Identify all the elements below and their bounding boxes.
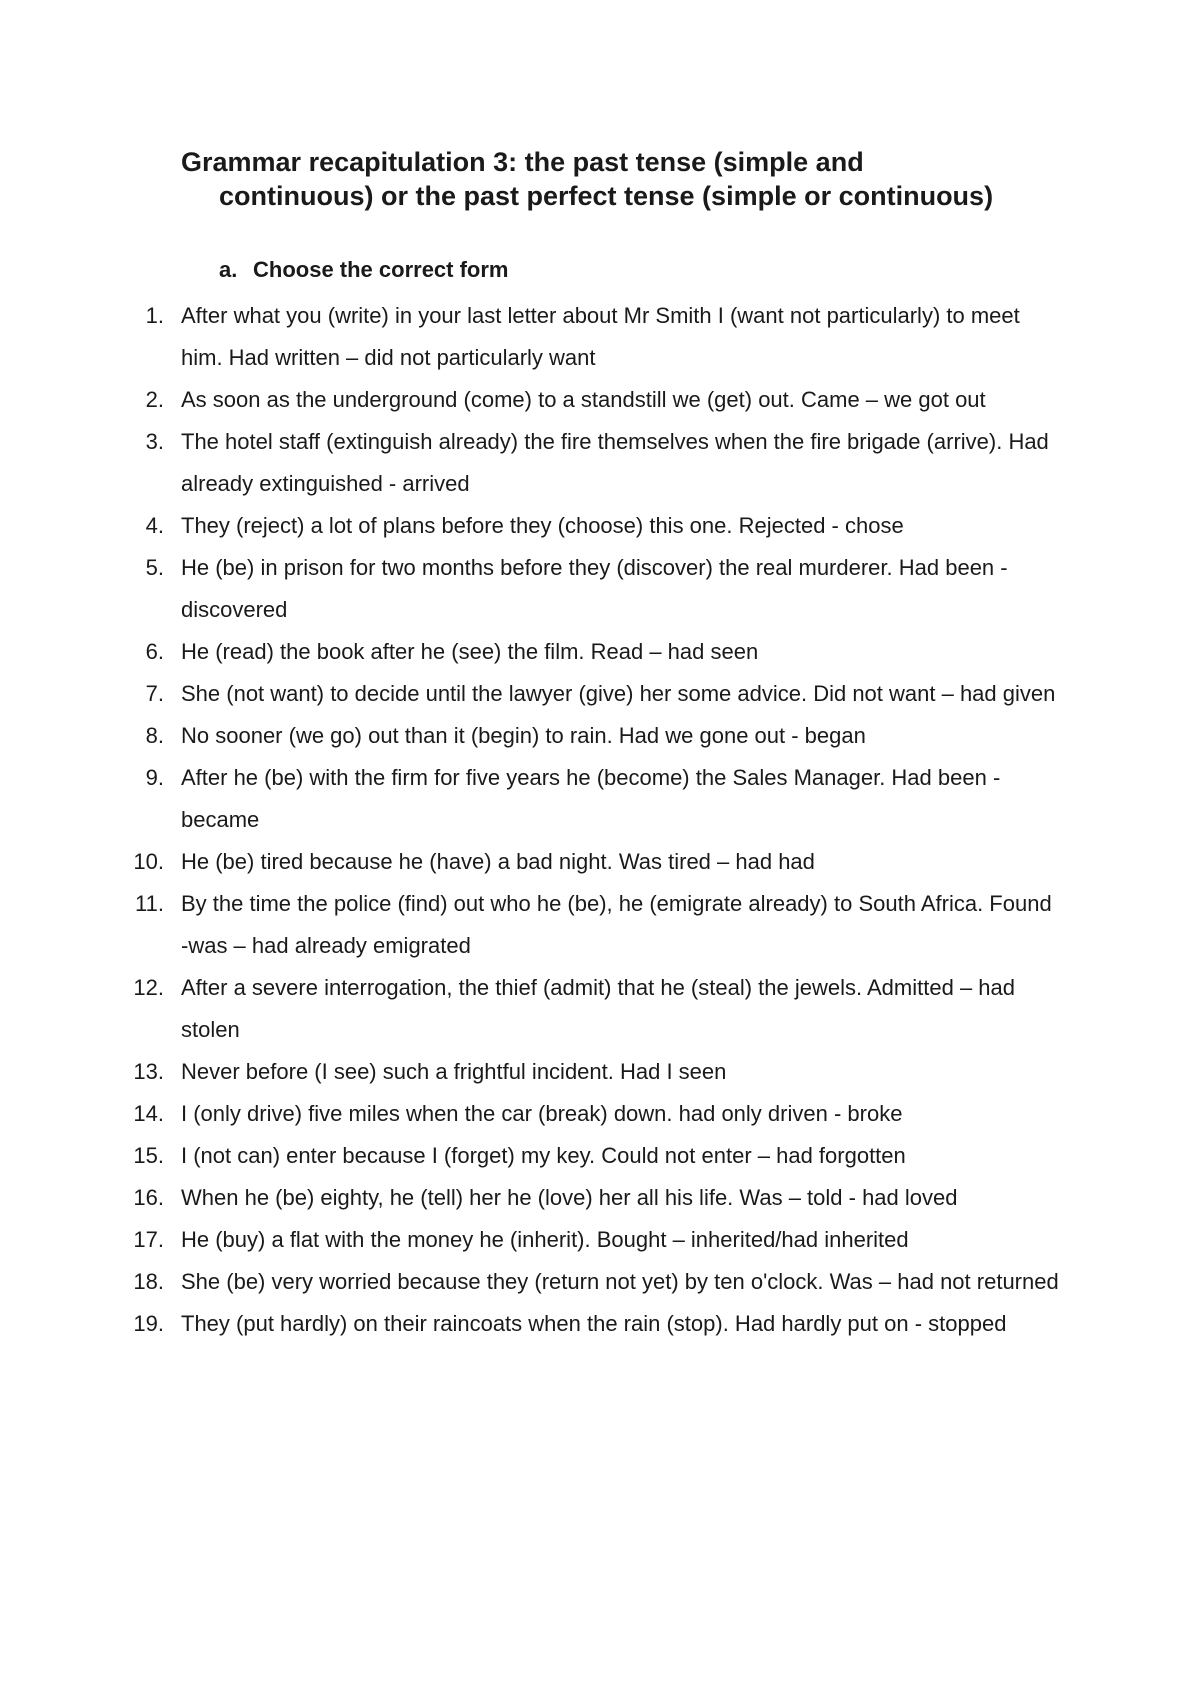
- item-text: He (buy) a flat with the money he (inherit). Bought – inherited/had inherited: [181, 1227, 909, 1252]
- item-text: He (be) tired because he (have) a bad night. Was tired – had had: [181, 849, 815, 874]
- item-text: After what you (write) in your last letter about Mr Smith I (want not particularly) to meet him. Had written – did not particularly want: [181, 303, 1020, 370]
- item-number: 1.: [145, 303, 164, 328]
- list-item: [0, 1093, 1061, 1135]
- list-item: [0, 421, 1061, 505]
- list-item: [0, 1177, 1061, 1219]
- item-number: 5.: [145, 555, 164, 580]
- item-text: She (be) very worried because they (return not yet) by ten o'clock. Was – had not returned: [181, 1269, 1059, 1294]
- item-text: The hotel staff (extinguish already) the fire themselves when the fire brigade (arrive). Had already extinguished - arrived: [181, 429, 1049, 496]
- item-number: 3.: [145, 429, 164, 454]
- item-number: 11.: [135, 891, 164, 916]
- item-number: 4.: [145, 513, 164, 538]
- list-item: [0, 547, 1061, 631]
- item-text: I (not can) enter because I (forget) my key. Could not enter – had forgotten: [181, 1143, 906, 1168]
- list-item: [0, 379, 1061, 421]
- item-number: 2.: [145, 387, 164, 412]
- list-item: [0, 505, 1061, 547]
- item-text: I (only drive) five miles when the car (break) down. had only driven - broke: [181, 1101, 903, 1126]
- section-marker: a.: [219, 257, 238, 282]
- list-item: [0, 1051, 1061, 1093]
- list-item: [0, 631, 1061, 673]
- list-item: [0, 1135, 1061, 1177]
- item-number: 10.: [133, 849, 164, 874]
- item-text: Never before (I see) such a frightful incident. Had I seen: [181, 1059, 727, 1084]
- item-number: 16.: [133, 1185, 164, 1210]
- list-item: [0, 757, 1061, 841]
- item-number: 14.: [133, 1101, 164, 1126]
- item-text: He (be) in prison for two months before they (discover) the real murderer. Had been - discovered: [181, 555, 1008, 622]
- list-item: [0, 295, 1061, 379]
- list-item: [0, 673, 1061, 715]
- item-number: 9.: [145, 765, 164, 790]
- title-line-1: Grammar recapitulation 3: the past tense (simple and: [181, 147, 864, 177]
- list-item: [0, 1303, 1061, 1345]
- list-item: [0, 1261, 1061, 1303]
- item-number: 19.: [133, 1311, 164, 1336]
- list-item: [0, 715, 1061, 757]
- item-text: When he (be) eighty, he (tell) her he (love) her all his life. Was – told - had loved: [181, 1185, 958, 1210]
- item-text: They (reject) a lot of plans before they (choose) this one. Rejected - chose: [181, 513, 904, 538]
- section-label: Choose the correct form: [253, 257, 509, 282]
- item-number: 13.: [133, 1059, 164, 1084]
- item-text: No sooner (we go) out than it (begin) to rain. Had we gone out - began: [181, 723, 866, 748]
- item-text: He (read) the book after he (see) the film. Read – had seen: [181, 639, 759, 664]
- item-text: As soon as the underground (come) to a standstill we (get) out. Came – we got out: [181, 387, 986, 412]
- item-number: 7.: [145, 681, 164, 706]
- exercise-list: [0, 295, 1200, 1345]
- item-number: 18.: [133, 1269, 164, 1294]
- item-text: They (put hardly) on their raincoats when the rain (stop). Had hardly put on - stopped: [181, 1311, 1007, 1336]
- item-text: After he (be) with the firm for five years he (become) the Sales Manager. Had been - became: [181, 765, 1001, 832]
- item-text: She (not want) to decide until the lawyer (give) her some advice. Did not want – had given: [181, 681, 1056, 706]
- item-number: 6.: [145, 639, 164, 664]
- item-number: 15.: [133, 1143, 164, 1168]
- list-item: [0, 967, 1061, 1051]
- list-item: [0, 841, 1061, 883]
- item-number: 8.: [145, 723, 164, 748]
- item-text: By the time the police (find) out who he (be), he (emigrate already) to South Africa. Found -was – had already emigrated: [181, 891, 1052, 958]
- item-number: 17.: [133, 1227, 164, 1252]
- document-title: [181, 145, 1081, 213]
- title-line-2: continuous) or the past perfect tense (simple or continuous): [219, 181, 994, 211]
- list-item: [0, 1219, 1061, 1261]
- item-text: After a severe interrogation, the thief (admit) that he (steal) the jewels. Admitted – had stolen: [181, 975, 1015, 1042]
- item-number: 12.: [133, 975, 164, 1000]
- list-item: [0, 883, 1061, 967]
